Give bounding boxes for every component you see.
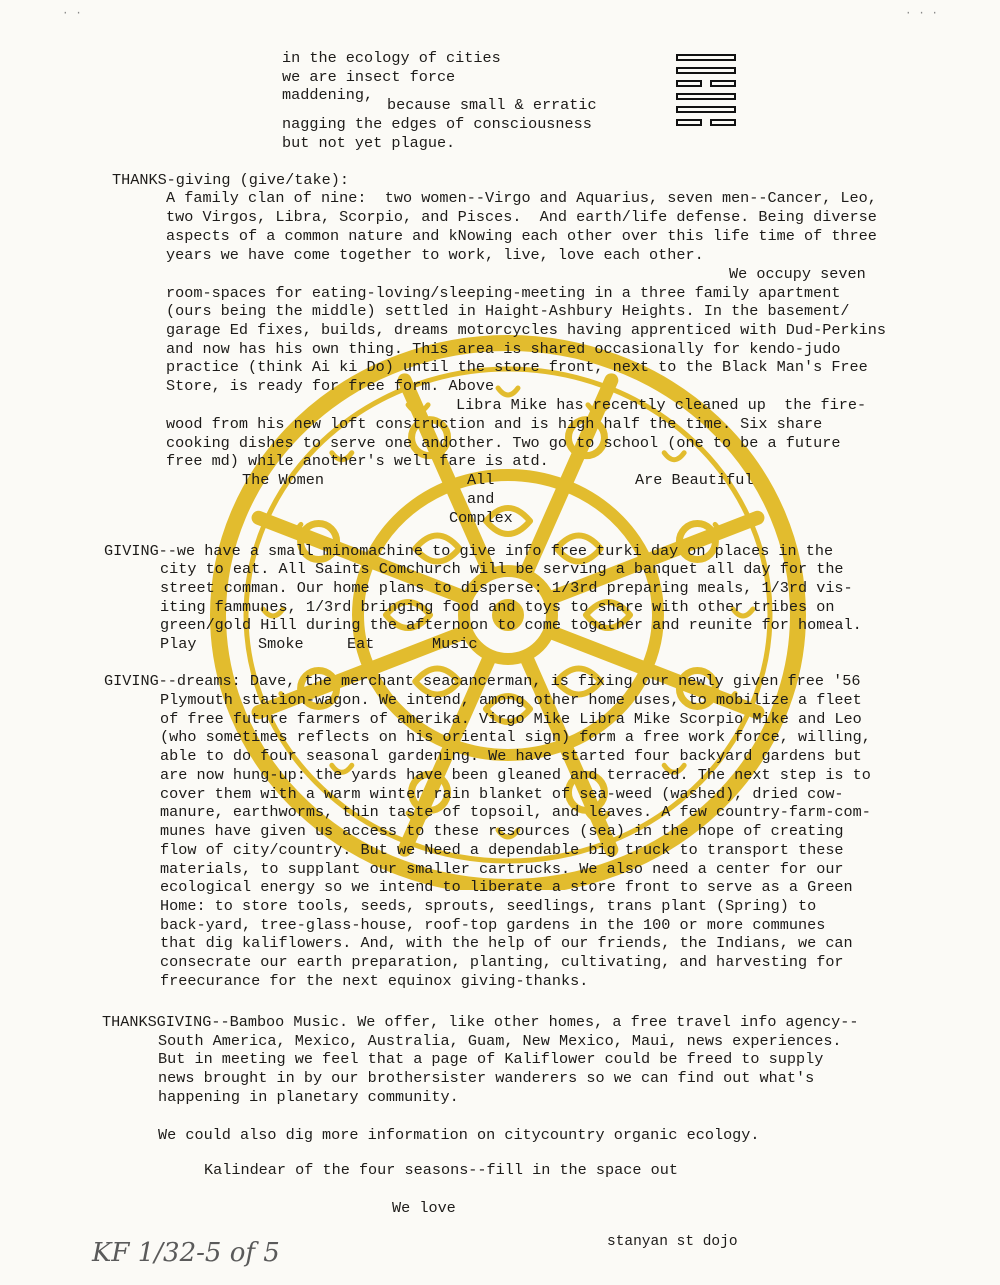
body-line: happening in planetary community. <box>158 1088 459 1106</box>
play-phrase: Music <box>432 635 478 653</box>
body-line: Store, is ready for free form. Above <box>166 377 495 395</box>
body-line: flow of city/country. But we Need a dependable big truck to transport these <box>160 841 844 859</box>
body-line: But in meeting we feel that a page of Kaliflower could be freed to supply <box>158 1050 824 1068</box>
body-line: munes have given us access to these resources (sea) in the hope of creating <box>160 822 844 840</box>
body-line: materials, to supplant our smaller cartrucks. We also need a center for our <box>160 860 844 878</box>
archive-handwritten-mark: KF 1/32-5 of 5 <box>92 1238 280 1268</box>
body-line: practice (think Ai ki Do) until the store front, next to the Black Man's Free <box>166 358 868 376</box>
body-line: Home: to store tools, seeds, sprouts, seedlings, trans plant (Spring) to <box>160 897 817 915</box>
women-phrase: All <box>467 471 495 489</box>
body-line: two Virgos, Libra, Scorpio, and Pisces. And earth/life defense. Being diverse <box>166 208 877 226</box>
body-line: of free future farmers of amerika. Virgo Mike Libra Mike Scorpio Mike and Leo <box>160 710 862 728</box>
corner-mark-right: · · · <box>905 8 939 20</box>
body-line: years we have come together to work, live, love each other. <box>166 246 704 264</box>
body-line: and now has his own thing. This area is shared occasionally for kendo-judo <box>166 340 841 358</box>
body-line: freecurance for the next equinox giving-thanks. <box>160 972 589 990</box>
body-line: GIVING--dreams: Dave, the merchant seacancerman, is fixing our newly given free '56 <box>104 672 861 690</box>
play-phrase: Eat <box>347 635 375 653</box>
body-line: green/gold Hill during the afternoon to come togather and reunite for homeal. <box>160 616 862 634</box>
body-line: city to eat. All Saints Comchurch will be serving a banquet all day for the <box>160 560 844 578</box>
body-line: We occupy seven <box>729 265 866 283</box>
women-phrase: Are Beautiful <box>635 471 754 489</box>
closing-line: We could also dig more information on citycountry organic ecology. <box>158 1126 760 1144</box>
body-line: news brought in by our brothersister wanderers so we can find out what's <box>158 1069 815 1087</box>
body-line: that dig kaliflowers. And, with the help of our friends, the Indians, we can <box>160 934 853 952</box>
body-line: manure, earthworms, thin taste of topsoil, and leaves. A few country-farm-com- <box>160 803 871 821</box>
closing-line: We love <box>392 1199 456 1217</box>
body-line: room-spaces for eating-loving/sleeping-meeting in a three family apartment <box>166 284 841 302</box>
poem-line: because small & erratic <box>387 96 597 114</box>
body-line: garage Ed fixes, builds, dreams motorcycles having apprenticed with Dud-Perkins <box>166 321 887 339</box>
body-line: back-yard, tree-glass-house, roof-top gardens in the 100 or more communes <box>160 916 826 934</box>
women-phrase: The Women <box>242 471 325 489</box>
body-line: aspects of a common nature and kNowing each other over this life time of three <box>166 227 877 245</box>
body-line: able to do four seasonal gardening. We have started four backyard gardens but <box>160 747 862 765</box>
body-line: cooking dishes to serve one andother. Two go to school (one to be a future <box>166 434 841 452</box>
closing-line: Kalindear of the four seasons--fill in the space out <box>204 1161 678 1179</box>
body-line: THANKSGIVING--Bamboo Music. We offer, like other homes, a free travel info agency-- <box>102 1013 859 1031</box>
poem-line: nagging the edges of consciousness <box>282 115 592 133</box>
body-line: Plymouth station-wagon. We intend, among other home uses, to mobilize a fleet <box>160 691 862 709</box>
play-phrase: Play <box>160 635 197 653</box>
corner-mark-left: · · <box>62 8 82 20</box>
body-line: Libra Mike has recently cleaned up the fire- <box>456 396 867 414</box>
body-line: iting fammunes, 1/3rd bringing food and toys to share with other tribes on <box>160 598 835 616</box>
body-line: (ours being the middle) settled in Haight-Ashbury Heights. In the basement/ <box>166 302 850 320</box>
body-line: cover them with a warm winter rain blanket of sea-weed (washed), dried cow- <box>160 785 844 803</box>
section-heading: THANKS-giving (give/take): <box>112 171 349 189</box>
poem-line: we are insect force <box>282 68 456 86</box>
play-phrase: Smoke <box>258 635 304 653</box>
body-line: GIVING--we have a small minomachine to give info free turki day on places in the <box>104 542 834 560</box>
body-line: are now hung-up: the yards have been gleaned and terraced. The next step is to <box>160 766 871 784</box>
body-line: consecrate our earth preparation, planting, cultivating, and harvesting for <box>160 953 844 971</box>
women-phrase: and <box>467 490 495 508</box>
poem-line: but not yet plague. <box>282 134 456 152</box>
body-line: free md) while another's well fare is atd. <box>166 452 549 470</box>
poem-line: in the ecology of cities <box>282 49 501 67</box>
body-line: (who sometimes reflects on his oriental sign) form a free work force, willing, <box>160 728 871 746</box>
i-ching-hexagram-icon <box>676 54 736 134</box>
body-line: wood from his new loft construction and is high half the time. Six share <box>166 415 823 433</box>
signature: stanyan st dojo <box>607 1234 738 1250</box>
women-phrase: Complex <box>449 509 513 527</box>
poem-line: maddening, <box>282 86 374 104</box>
body-line: A family clan of nine: two women--Virgo and Aquarius, seven men--Cancer, Leo, <box>166 189 877 207</box>
body-line: South America, Mexico, Australia, Guam, New Mexico, Maui, news experiences. <box>158 1032 842 1050</box>
body-line: ecological energy so we intend to liberate a store front to serve as a Green <box>160 878 853 896</box>
body-line: street comman. Our home plans to disperse: 1/3rd preparing meals, 1/3rd vis- <box>160 579 853 597</box>
